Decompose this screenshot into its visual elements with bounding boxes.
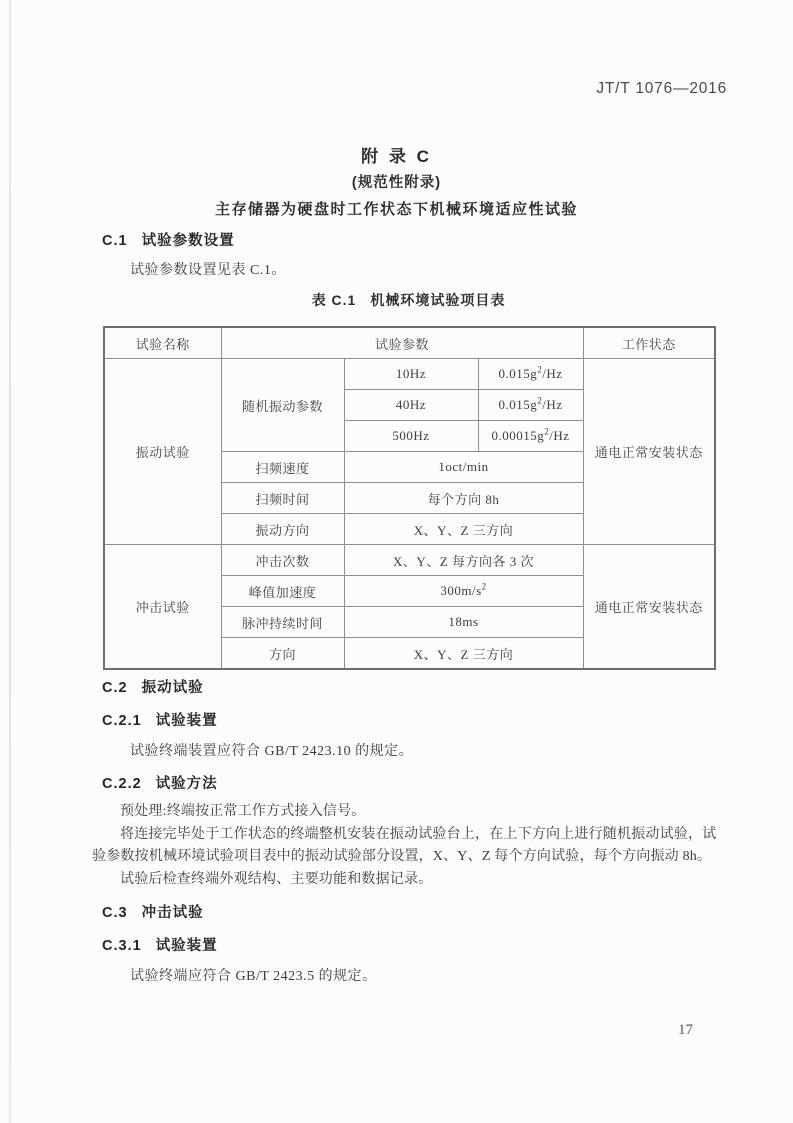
cell-param-label: 振动方向 [221,514,344,545]
standard-number: JT/T 1076—2016 [596,80,727,97]
cell-param-label: 扫频时间 [221,483,344,514]
table-row [104,545,715,576]
cell-param-value: X、Y、Z 三方向 [344,514,583,545]
section-title: 振动试验 [141,680,204,696]
cell-param-label: 方向 [221,638,344,670]
cell-param-label: 峰值加速度 [221,576,344,607]
paragraph: 将连接完毕处于工作状态的终端整机安装在振动试验台上，在上下方向上进行随机振动试验，试验参数按机械环境试验项目表中的振动试验部分设置，X、Y、Z 每个方向试验，每个方向振动 8h。 [92,826,717,865]
section-heading-c1 [102,229,235,250]
cell-param-label: 扫频速度 [221,452,344,483]
section-heading-c22 [102,772,218,793]
cell-param-value: 18ms [344,607,583,638]
section-heading-c2 [102,676,204,697]
header-test-name: 试验名称 [104,327,221,359]
cell-vibration-status: 通电正常安装状态 [583,359,715,545]
scan-edge-artifact [9,0,11,1123]
cell-param-value: 每个方向 8h [344,483,583,514]
cell-param-label: 冲击次数 [221,545,344,576]
cell-param-value: X、Y、Z 每方向各 3 次 [344,545,583,576]
header-test-parameters: 试验参数 [221,327,583,359]
cell-param-label: 脉冲持续时间 [221,607,344,638]
appendix-name: 主存储器为硬盘时工作状态下机械环境适应性试验 [214,201,578,218]
cell-param-value: 1oct/min [344,452,583,483]
section-number: C.3.1 [102,938,142,954]
cell-psd-value: $0.00015g^2/Hz$ [478,421,583,452]
cell-frequency: 10Hz [344,359,478,390]
table-header-row [104,327,715,359]
cell-psd-value: $0.015g^2/Hz$ [478,359,583,390]
section-c21-body: 试验终端装置应符合 GB/T 2423.10 的规定。 [130,744,414,759]
section-title: 试验装置 [155,713,218,729]
section-title: 试验方法 [155,776,218,792]
cell-frequency: 500Hz [344,421,478,452]
table-caption-title: 机械环境试验项目表 [370,292,506,308]
header-working-state: 工作状态 [583,327,715,359]
table-row [104,359,715,390]
section-c31-body: 试验终端应符合 GB/T 2423.5 的规定。 [130,969,377,984]
cell-random-vibration-label: 随机振动参数 [221,359,344,452]
section-number: C.1 [102,233,128,249]
section-number: C.2 [102,680,128,696]
section-number: C.2.2 [102,776,142,792]
page-number: 17 [678,1022,693,1038]
appendix-title: 附 录 C [361,147,432,166]
section-number: C.2.1 [102,713,142,729]
mechanical-environment-test-table [103,326,716,670]
paragraph: 试验后检查终端外观结构、主要功能和数据记录。 [120,871,433,887]
section-number: C.3 [102,905,128,921]
section-heading-c3 [102,901,204,922]
cell-param-value: X、Y、Z 三方向 [344,638,583,670]
section-c1-body: 试验参数设置见表 C.1。 [130,263,286,278]
cell-shock-status: 通电正常安装状态 [583,545,715,670]
cell-psd-value: $0.015g^2/Hz$ [478,390,583,421]
cell-frequency: 40Hz [344,390,478,421]
cell-group-shock: 冲击试验 [104,545,221,670]
section-title: 试验装置 [155,938,218,954]
section-title: 试验参数设置 [141,233,235,249]
section-heading-c21 [102,709,218,730]
section-c22-paragraphs [92,801,720,891]
section-heading-c31 [102,934,218,955]
cell-param-value: $300m/s^2$ [344,576,583,607]
table-caption-label: 表 C.1 [311,292,357,308]
table-caption [103,290,714,310]
paragraph: 预处理:终端按正常工作方式接入信号。 [120,804,366,819]
appendix-subtitle: (规范性附录) [351,175,442,191]
section-title: 冲击试验 [141,905,204,921]
cell-group-vibration: 振动试验 [104,359,221,545]
